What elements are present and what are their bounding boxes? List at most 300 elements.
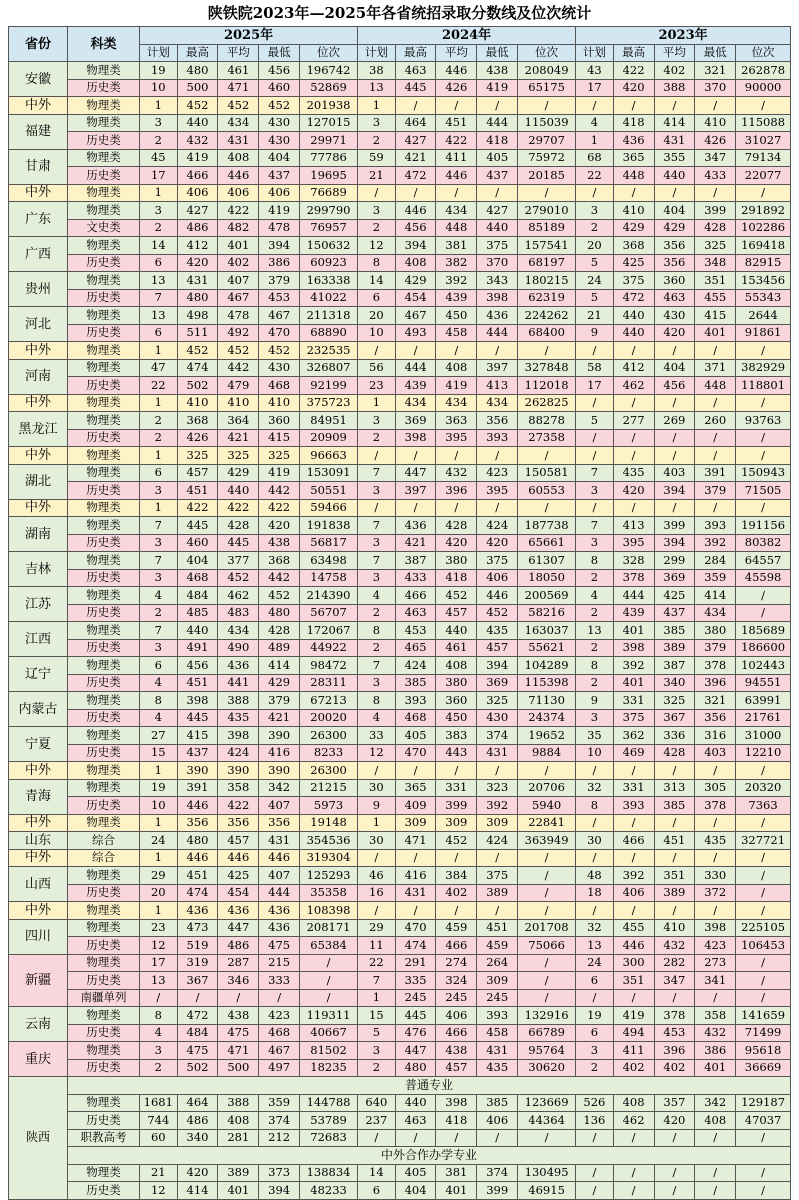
value-cell: 371 [695, 359, 736, 377]
table-row [9, 1094, 791, 1112]
category-cell: 物理类 [68, 919, 140, 937]
province-cell: 新疆 [9, 954, 68, 1007]
value-cell: 269 [654, 412, 695, 430]
value-cell: 456 [177, 657, 218, 675]
value-cell: 18050 [518, 569, 576, 587]
value-cell: 430 [477, 709, 518, 727]
value-cell: 467 [218, 289, 259, 307]
value-cell: 404 [654, 202, 695, 220]
value-cell: 406 [177, 184, 218, 202]
value-cell: 432 [695, 1024, 736, 1042]
header-year: 2023年 [576, 27, 791, 45]
value-cell: 413 [477, 377, 518, 395]
value-cell: 420 [259, 517, 300, 535]
value-cell: 388 [218, 692, 259, 710]
value-cell: 346 [218, 972, 259, 990]
value-cell: 385 [477, 1094, 518, 1112]
value-cell: 26300 [300, 762, 358, 780]
value-cell: 414 [177, 1182, 218, 1200]
value-cell: 401 [436, 1182, 477, 1200]
table-row [9, 237, 791, 255]
value-cell: 50551 [300, 482, 358, 500]
value-cell: 169418 [736, 237, 791, 255]
value-cell: 58216 [518, 604, 576, 622]
value-cell: / [654, 342, 695, 360]
value-cell: 58 [576, 359, 614, 377]
value-cell: 442 [259, 569, 300, 587]
value-cell: 19695 [300, 167, 358, 185]
value-cell: 8 [358, 622, 396, 640]
value-cell: 24374 [518, 709, 576, 727]
value-cell: 2 [576, 569, 614, 587]
value-cell: 374 [259, 1112, 300, 1130]
value-cell: 324 [436, 972, 477, 990]
value-cell: 62319 [518, 289, 576, 307]
value-cell: / [736, 989, 791, 1007]
value-cell: 403 [695, 744, 736, 762]
value-cell: 476 [395, 1024, 436, 1042]
value-cell: 462 [218, 587, 259, 605]
value-cell: 85189 [518, 219, 576, 237]
value-cell: 426 [436, 79, 477, 97]
category-cell: 历史类 [68, 289, 140, 307]
value-cell: 61307 [518, 552, 576, 570]
category-cell: 物理类 [68, 1007, 140, 1025]
value-cell: 341 [695, 972, 736, 990]
value-cell: 31000 [736, 727, 791, 745]
value-cell: 450 [436, 709, 477, 727]
value-cell: 35 [576, 727, 614, 745]
category-cell: 物理类 [68, 552, 140, 570]
value-cell: 419 [436, 377, 477, 395]
value-cell: 380 [695, 622, 736, 640]
value-cell: 435 [477, 1059, 518, 1077]
value-cell: 468 [259, 377, 300, 395]
value-cell: 144788 [300, 1094, 358, 1112]
province-cell: 中外 [9, 97, 68, 115]
value-cell: / [736, 429, 791, 447]
value-cell: 405 [395, 727, 436, 745]
table-row [9, 272, 791, 290]
value-cell: / [654, 394, 695, 412]
value-cell: 163338 [300, 272, 358, 290]
value-cell: 415 [259, 429, 300, 447]
value-cell: 16 [358, 884, 396, 902]
table-row [9, 97, 791, 115]
value-cell: 10 [140, 79, 178, 97]
value-cell: 13 [576, 937, 614, 955]
value-cell: 325 [695, 237, 736, 255]
value-cell: 451 [477, 919, 518, 937]
value-cell: 368 [259, 552, 300, 570]
value-cell: / [436, 184, 477, 202]
category-cell: 历史类 [68, 1112, 140, 1130]
value-cell: 428 [654, 744, 695, 762]
value-cell: 12 [358, 237, 396, 255]
value-cell: 410 [695, 114, 736, 132]
value-cell: / [695, 447, 736, 465]
value-cell: 115398 [518, 674, 576, 692]
value-cell: 191156 [736, 517, 791, 535]
value-cell: 392 [436, 272, 477, 290]
value-cell: 3 [358, 482, 396, 500]
table-row [9, 744, 791, 762]
value-cell: 482 [218, 219, 259, 237]
value-cell: / [395, 499, 436, 517]
value-cell: 3 [140, 482, 178, 500]
category-cell: 物理类 [68, 727, 140, 745]
value-cell: 434 [218, 622, 259, 640]
category-cell: 文史类 [68, 219, 140, 237]
category-cell: 历史类 [68, 377, 140, 395]
value-cell: 398 [613, 639, 654, 657]
value-cell: 360 [654, 272, 695, 290]
value-cell: / [654, 849, 695, 867]
value-cell: / [395, 902, 436, 920]
category-cell: 物理类 [68, 1094, 140, 1112]
value-cell: 319304 [300, 849, 358, 867]
value-cell: 375 [613, 272, 654, 290]
value-cell: 386 [695, 1042, 736, 1060]
value-cell: 8 [358, 692, 396, 710]
value-cell: / [395, 342, 436, 360]
value-cell: 150632 [300, 237, 358, 255]
value-cell: 441 [218, 674, 259, 692]
value-cell: 402 [218, 254, 259, 272]
value-cell: 398 [395, 429, 436, 447]
value-cell: 391 [695, 464, 736, 482]
value-cell: 20 [358, 307, 396, 325]
value-cell: 452 [259, 97, 300, 115]
value-cell: 14 [358, 1164, 396, 1182]
category-cell: 物理类 [68, 114, 140, 132]
value-cell: 3 [576, 709, 614, 727]
value-cell: 321 [695, 62, 736, 80]
value-cell: 422 [177, 499, 218, 517]
value-cell: / [477, 849, 518, 867]
category-cell: 物理类 [68, 657, 140, 675]
value-cell: 378 [654, 1007, 695, 1025]
value-cell: 470 [259, 324, 300, 342]
value-cell: / [695, 762, 736, 780]
table-row [9, 377, 791, 395]
value-cell: 21761 [736, 709, 791, 727]
value-cell: 45598 [736, 569, 791, 587]
value-cell: 356 [177, 814, 218, 832]
value-cell: / [358, 184, 396, 202]
value-cell: 452 [259, 587, 300, 605]
category-cell: 物理类 [68, 1042, 140, 1060]
value-cell: 440 [613, 324, 654, 342]
section-row-coop [9, 1147, 791, 1165]
value-cell: 480 [259, 604, 300, 622]
value-cell: 47 [140, 359, 178, 377]
value-cell: 8 [140, 1007, 178, 1025]
value-cell: 201708 [518, 919, 576, 937]
value-cell: 415 [695, 307, 736, 325]
value-cell: 378 [695, 657, 736, 675]
value-cell: 72683 [300, 1129, 358, 1147]
value-cell: 452 [218, 569, 259, 587]
value-cell: 7 [140, 517, 178, 535]
category-cell: 物理类 [68, 517, 140, 535]
value-cell: / [736, 1164, 791, 1182]
value-cell: / [436, 762, 477, 780]
value-cell: 433 [695, 167, 736, 185]
value-cell: 29971 [300, 132, 358, 150]
value-cell: 208171 [300, 919, 358, 937]
value-cell: 13 [358, 79, 396, 97]
category-cell: 物理类 [68, 342, 140, 360]
value-cell: 491 [177, 639, 218, 657]
value-cell: 325 [218, 447, 259, 465]
value-cell: / [576, 989, 614, 1007]
value-cell: / [576, 1182, 614, 1200]
value-cell: 129187 [736, 1094, 791, 1112]
value-cell: 466 [436, 1024, 477, 1042]
value-cell: 435 [218, 709, 259, 727]
value-cell: 406 [477, 1112, 518, 1130]
value-cell: 224262 [518, 307, 576, 325]
value-cell: 484 [177, 587, 218, 605]
value-cell: 46915 [518, 1182, 576, 1200]
value-cell: 386 [259, 254, 300, 272]
value-cell: 11 [358, 937, 396, 955]
table-row [9, 1042, 791, 1060]
category-cell: 物理类 [68, 692, 140, 710]
value-cell: 4 [140, 587, 178, 605]
value-cell: 468 [259, 1024, 300, 1042]
value-cell: 442 [218, 359, 259, 377]
category-cell: 历史类 [68, 79, 140, 97]
value-cell: 55343 [736, 289, 791, 307]
value-cell: 436 [177, 902, 218, 920]
value-cell: 414 [695, 587, 736, 605]
value-cell: 391 [177, 779, 218, 797]
category-cell: 物理类 [68, 394, 140, 412]
value-cell: 104289 [518, 657, 576, 675]
value-cell: / [576, 394, 614, 412]
value-cell: 381 [436, 1164, 477, 1182]
value-cell: 153091 [300, 464, 358, 482]
province-cell: 江苏 [9, 587, 68, 622]
value-cell: 435 [695, 832, 736, 850]
value-cell: / [654, 184, 695, 202]
table-row [9, 937, 791, 955]
value-cell: 398 [218, 727, 259, 745]
value-cell: / [518, 902, 576, 920]
value-cell: 401 [695, 1059, 736, 1077]
value-cell: 75972 [518, 149, 576, 167]
value-cell: 436 [259, 902, 300, 920]
value-cell: 434 [395, 394, 436, 412]
value-cell: 2 [358, 429, 396, 447]
value-cell: 396 [436, 482, 477, 500]
value-cell: 744 [140, 1112, 178, 1130]
value-cell: 426 [177, 429, 218, 447]
value-cell: 379 [259, 272, 300, 290]
value-cell: 1 [140, 447, 178, 465]
value-cell: / [140, 989, 178, 1007]
value-cell: 444 [477, 324, 518, 342]
value-cell: 2 [140, 132, 178, 150]
value-cell: 22 [576, 167, 614, 185]
value-cell: / [736, 1182, 791, 1200]
value-cell: 1681 [140, 1094, 178, 1112]
value-cell: 480 [177, 62, 218, 80]
value-cell: 119311 [300, 1007, 358, 1025]
value-cell: / [695, 184, 736, 202]
value-cell: 47037 [736, 1112, 791, 1130]
value-cell: 399 [436, 797, 477, 815]
value-cell: 1 [140, 499, 178, 517]
table-row [9, 429, 791, 447]
value-cell: 438 [477, 62, 518, 80]
value-cell: 479 [218, 377, 259, 395]
category-cell: 历史类 [68, 167, 140, 185]
value-cell: 420 [654, 324, 695, 342]
value-cell: 215 [259, 954, 300, 972]
value-cell: 468 [395, 709, 436, 727]
value-cell: 440 [395, 1094, 436, 1112]
value-cell: 14 [358, 272, 396, 290]
value-cell: 4 [576, 587, 614, 605]
value-cell: 392 [613, 657, 654, 675]
header-year: 2025年 [140, 27, 358, 45]
value-cell: 5 [576, 254, 614, 272]
value-cell: 8 [140, 692, 178, 710]
value-cell: 444 [477, 114, 518, 132]
value-cell: 409 [395, 797, 436, 815]
value-cell: 394 [259, 237, 300, 255]
value-cell: / [518, 499, 576, 517]
value-cell: 9 [576, 692, 614, 710]
value-cell: 4 [358, 709, 396, 727]
value-cell: / [695, 1164, 736, 1182]
value-cell: 22841 [518, 814, 576, 832]
value-cell: 380 [436, 674, 477, 692]
value-cell: / [518, 849, 576, 867]
value-cell: 356 [259, 814, 300, 832]
value-cell: 497 [259, 1059, 300, 1077]
value-cell: 437 [654, 604, 695, 622]
value-cell: 462 [613, 377, 654, 395]
value-cell: 434 [436, 202, 477, 220]
value-cell: 475 [218, 1024, 259, 1042]
value-cell: 411 [613, 1042, 654, 1060]
value-cell: 451 [177, 674, 218, 692]
value-cell: 375 [477, 867, 518, 885]
value-cell: 380 [436, 552, 477, 570]
value-cell: 327848 [518, 359, 576, 377]
value-cell: 385 [654, 797, 695, 815]
value-cell: 407 [259, 797, 300, 815]
value-cell: 475 [259, 937, 300, 955]
province-cell: 宁夏 [9, 727, 68, 762]
value-cell: 403 [654, 464, 695, 482]
value-cell: 416 [395, 867, 436, 885]
value-cell: / [654, 1164, 695, 1182]
value-cell: 440 [436, 622, 477, 640]
value-cell: 28311 [300, 674, 358, 692]
value-cell: 464 [395, 114, 436, 132]
header-metric: 位次 [736, 44, 791, 62]
value-cell: 321 [695, 692, 736, 710]
value-cell: 21 [140, 1164, 178, 1182]
value-cell: 48233 [300, 1182, 358, 1200]
value-cell: 390 [177, 762, 218, 780]
value-cell: 519 [177, 937, 218, 955]
value-cell: 150943 [736, 464, 791, 482]
table-row [9, 254, 791, 272]
value-cell: 2 [358, 132, 396, 150]
value-cell: 451 [654, 832, 695, 850]
value-cell: 424 [395, 657, 436, 675]
value-cell: 412 [613, 359, 654, 377]
value-cell: 419 [477, 79, 518, 97]
value-cell: 452 [436, 832, 477, 850]
value-cell: 466 [177, 167, 218, 185]
value-cell: 3 [358, 114, 396, 132]
value-cell: / [576, 342, 614, 360]
value-cell: 211318 [300, 307, 358, 325]
value-cell: 10 [576, 744, 614, 762]
value-cell: 424 [477, 517, 518, 535]
value-cell: / [436, 342, 477, 360]
value-cell: / [358, 849, 396, 867]
value-cell: / [613, 1129, 654, 1147]
value-cell: 406 [477, 569, 518, 587]
value-cell: 431 [218, 132, 259, 150]
value-cell: 98472 [300, 657, 358, 675]
value-cell: / [576, 814, 614, 832]
value-cell: 640 [358, 1094, 396, 1112]
value-cell: 375 [477, 552, 518, 570]
province-cell: 吉林 [9, 552, 68, 587]
value-cell: 410 [654, 919, 695, 937]
value-cell: 24 [140, 832, 178, 850]
value-cell: / [259, 989, 300, 1007]
value-cell: 3 [358, 534, 396, 552]
value-cell: 63991 [736, 692, 791, 710]
value-cell: 447 [218, 919, 259, 937]
value-cell: 115088 [736, 114, 791, 132]
value-cell: 500 [218, 1059, 259, 1077]
province-cell: 贵州 [9, 272, 68, 307]
value-cell: 18235 [300, 1059, 358, 1077]
value-cell: 486 [177, 219, 218, 237]
value-cell: / [576, 762, 614, 780]
value-cell: 420 [654, 1112, 695, 1130]
value-cell: 440 [613, 307, 654, 325]
value-cell: 6 [576, 972, 614, 990]
value-cell: 8 [576, 552, 614, 570]
value-cell: 356 [477, 412, 518, 430]
table-row [9, 1007, 791, 1025]
value-cell: 351 [613, 972, 654, 990]
value-cell: 411 [436, 149, 477, 167]
value-cell: 331 [436, 779, 477, 797]
value-cell: 2 [576, 639, 614, 657]
province-cell: 湖南 [9, 517, 68, 552]
value-cell: / [477, 902, 518, 920]
value-cell: 358 [218, 779, 259, 797]
value-cell: 463 [654, 289, 695, 307]
value-cell: 410 [259, 394, 300, 412]
value-cell: / [300, 989, 358, 1007]
value-cell: 12 [140, 937, 178, 955]
value-cell: 425 [218, 867, 259, 885]
